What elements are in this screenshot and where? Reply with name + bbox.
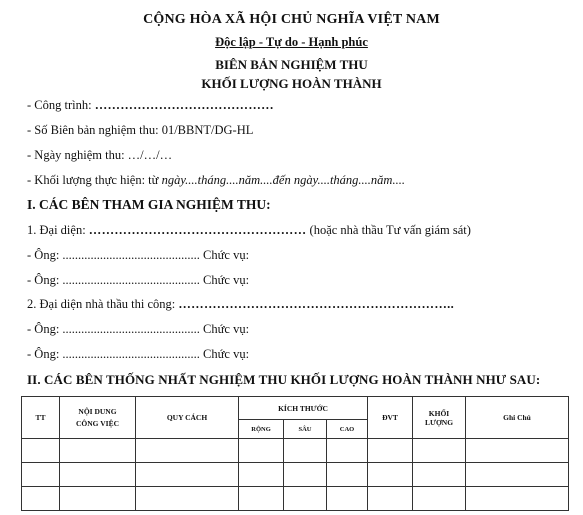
rep1-person-2: - Ông: ............................................ Chức vụ: <box>27 273 250 287</box>
table-cell <box>60 487 136 511</box>
country-header: CỘNG HÒA XÃ HỘI CHỦ NGHĨA VIỆT NAM <box>143 12 440 27</box>
col-header-height: CAO <box>327 420 368 439</box>
table-cell <box>239 463 284 487</box>
col-header-content-line1: NỘI DUNG <box>78 407 117 416</box>
table-cell <box>327 487 368 511</box>
col-header-note: Ghi Chú <box>466 397 569 439</box>
project-line <box>27 98 274 113</box>
table-row <box>22 487 569 511</box>
table-cell <box>466 439 569 463</box>
table-cell <box>413 439 466 463</box>
table-cell <box>239 439 284 463</box>
volume-table <box>21 396 569 511</box>
rep1-line <box>27 223 471 238</box>
doc-title-line1: BIÊN BẢN NGHIỆM THU <box>215 57 368 72</box>
table-cell <box>239 487 284 511</box>
section1-title: I. CÁC BÊN THAM GIA NGHIỆM THU: <box>27 197 271 212</box>
col-header-volume-line2: LƯỢNG <box>424 417 454 427</box>
rep2-line <box>27 297 454 312</box>
motto: Độc lập - Tự do - Hạnh phúc <box>215 35 368 49</box>
table-cell <box>60 439 136 463</box>
rep2-dots: ……………………………………………………….. <box>178 297 455 311</box>
table-cell <box>368 487 413 511</box>
table-row <box>22 463 569 487</box>
table-cell <box>368 463 413 487</box>
col-header-tt: TT <box>22 397 60 439</box>
rep1-person-1: - Ông: ............................................ Chức vụ: <box>27 248 250 262</box>
table-cell <box>22 439 60 463</box>
volume-label: - Khối lượng thực hiện: từ <box>27 173 159 187</box>
col-header-depth: SÂU <box>284 420 327 439</box>
table-cell <box>413 487 466 511</box>
col-header-width: RỘNG <box>239 420 284 439</box>
section2-title: II. CÁC BÊN THỐNG NHẤT NGHIỆM THU KHỐI LƯỢNG HOÀN THÀNH NHƯ SAU: <box>27 372 541 387</box>
table-cell <box>22 487 60 511</box>
col-header-unit: ĐVT <box>368 397 413 439</box>
doc-title-line2: KHỐI LƯỢNG HOÀN THÀNH <box>201 76 382 91</box>
col-header-content-line2: CÔNG VIỆC <box>76 419 119 428</box>
table-cell <box>136 463 239 487</box>
table-cell <box>327 439 368 463</box>
table-cell <box>136 487 239 511</box>
col-header-volume <box>413 397 466 439</box>
table-cell <box>466 487 569 511</box>
volume-period-line <box>27 173 405 188</box>
table-cell <box>327 463 368 487</box>
table-cell <box>136 439 239 463</box>
volume-range: ngày....tháng....năm....đến ngày....tháng....năm.... <box>161 173 405 187</box>
table-cell <box>466 463 569 487</box>
acceptance-date: - Ngày nghiệm thu: …/…/… <box>27 148 173 162</box>
table-cell <box>284 487 327 511</box>
table-cell <box>413 463 466 487</box>
col-header-dimensions: KÍCH THƯỚC <box>239 397 368 420</box>
report-number: - Số Biên bản nghiệm thu: 01/BBNT/DG-HL <box>27 123 254 137</box>
rep2-label: 2. Đại diện nhà thầu thi công: <box>27 297 176 311</box>
table-cell <box>22 463 60 487</box>
rep2-person-1: - Ông: ............................................ Chức vụ: <box>27 322 250 336</box>
rep1-note: (hoặc nhà thầu Tư vấn giám sát) <box>309 223 471 237</box>
rep2-person-2: - Ông: ............................................ Chức vụ: <box>27 347 250 361</box>
table-cell <box>60 463 136 487</box>
project-dots: …………………………………… <box>94 98 274 112</box>
col-header-volume-line1: KHỐI <box>428 408 450 418</box>
table-row <box>22 439 569 463</box>
col-header-spec: QUY CÁCH <box>136 397 239 439</box>
table-cell <box>368 439 413 463</box>
rep1-dots: …………………………………………… <box>88 223 307 237</box>
rep1-label: 1. Đại diện: <box>27 223 86 237</box>
table-cell <box>284 439 327 463</box>
col-header-content <box>60 397 136 439</box>
table-cell <box>284 463 327 487</box>
project-label: - Công trình: <box>27 98 92 112</box>
